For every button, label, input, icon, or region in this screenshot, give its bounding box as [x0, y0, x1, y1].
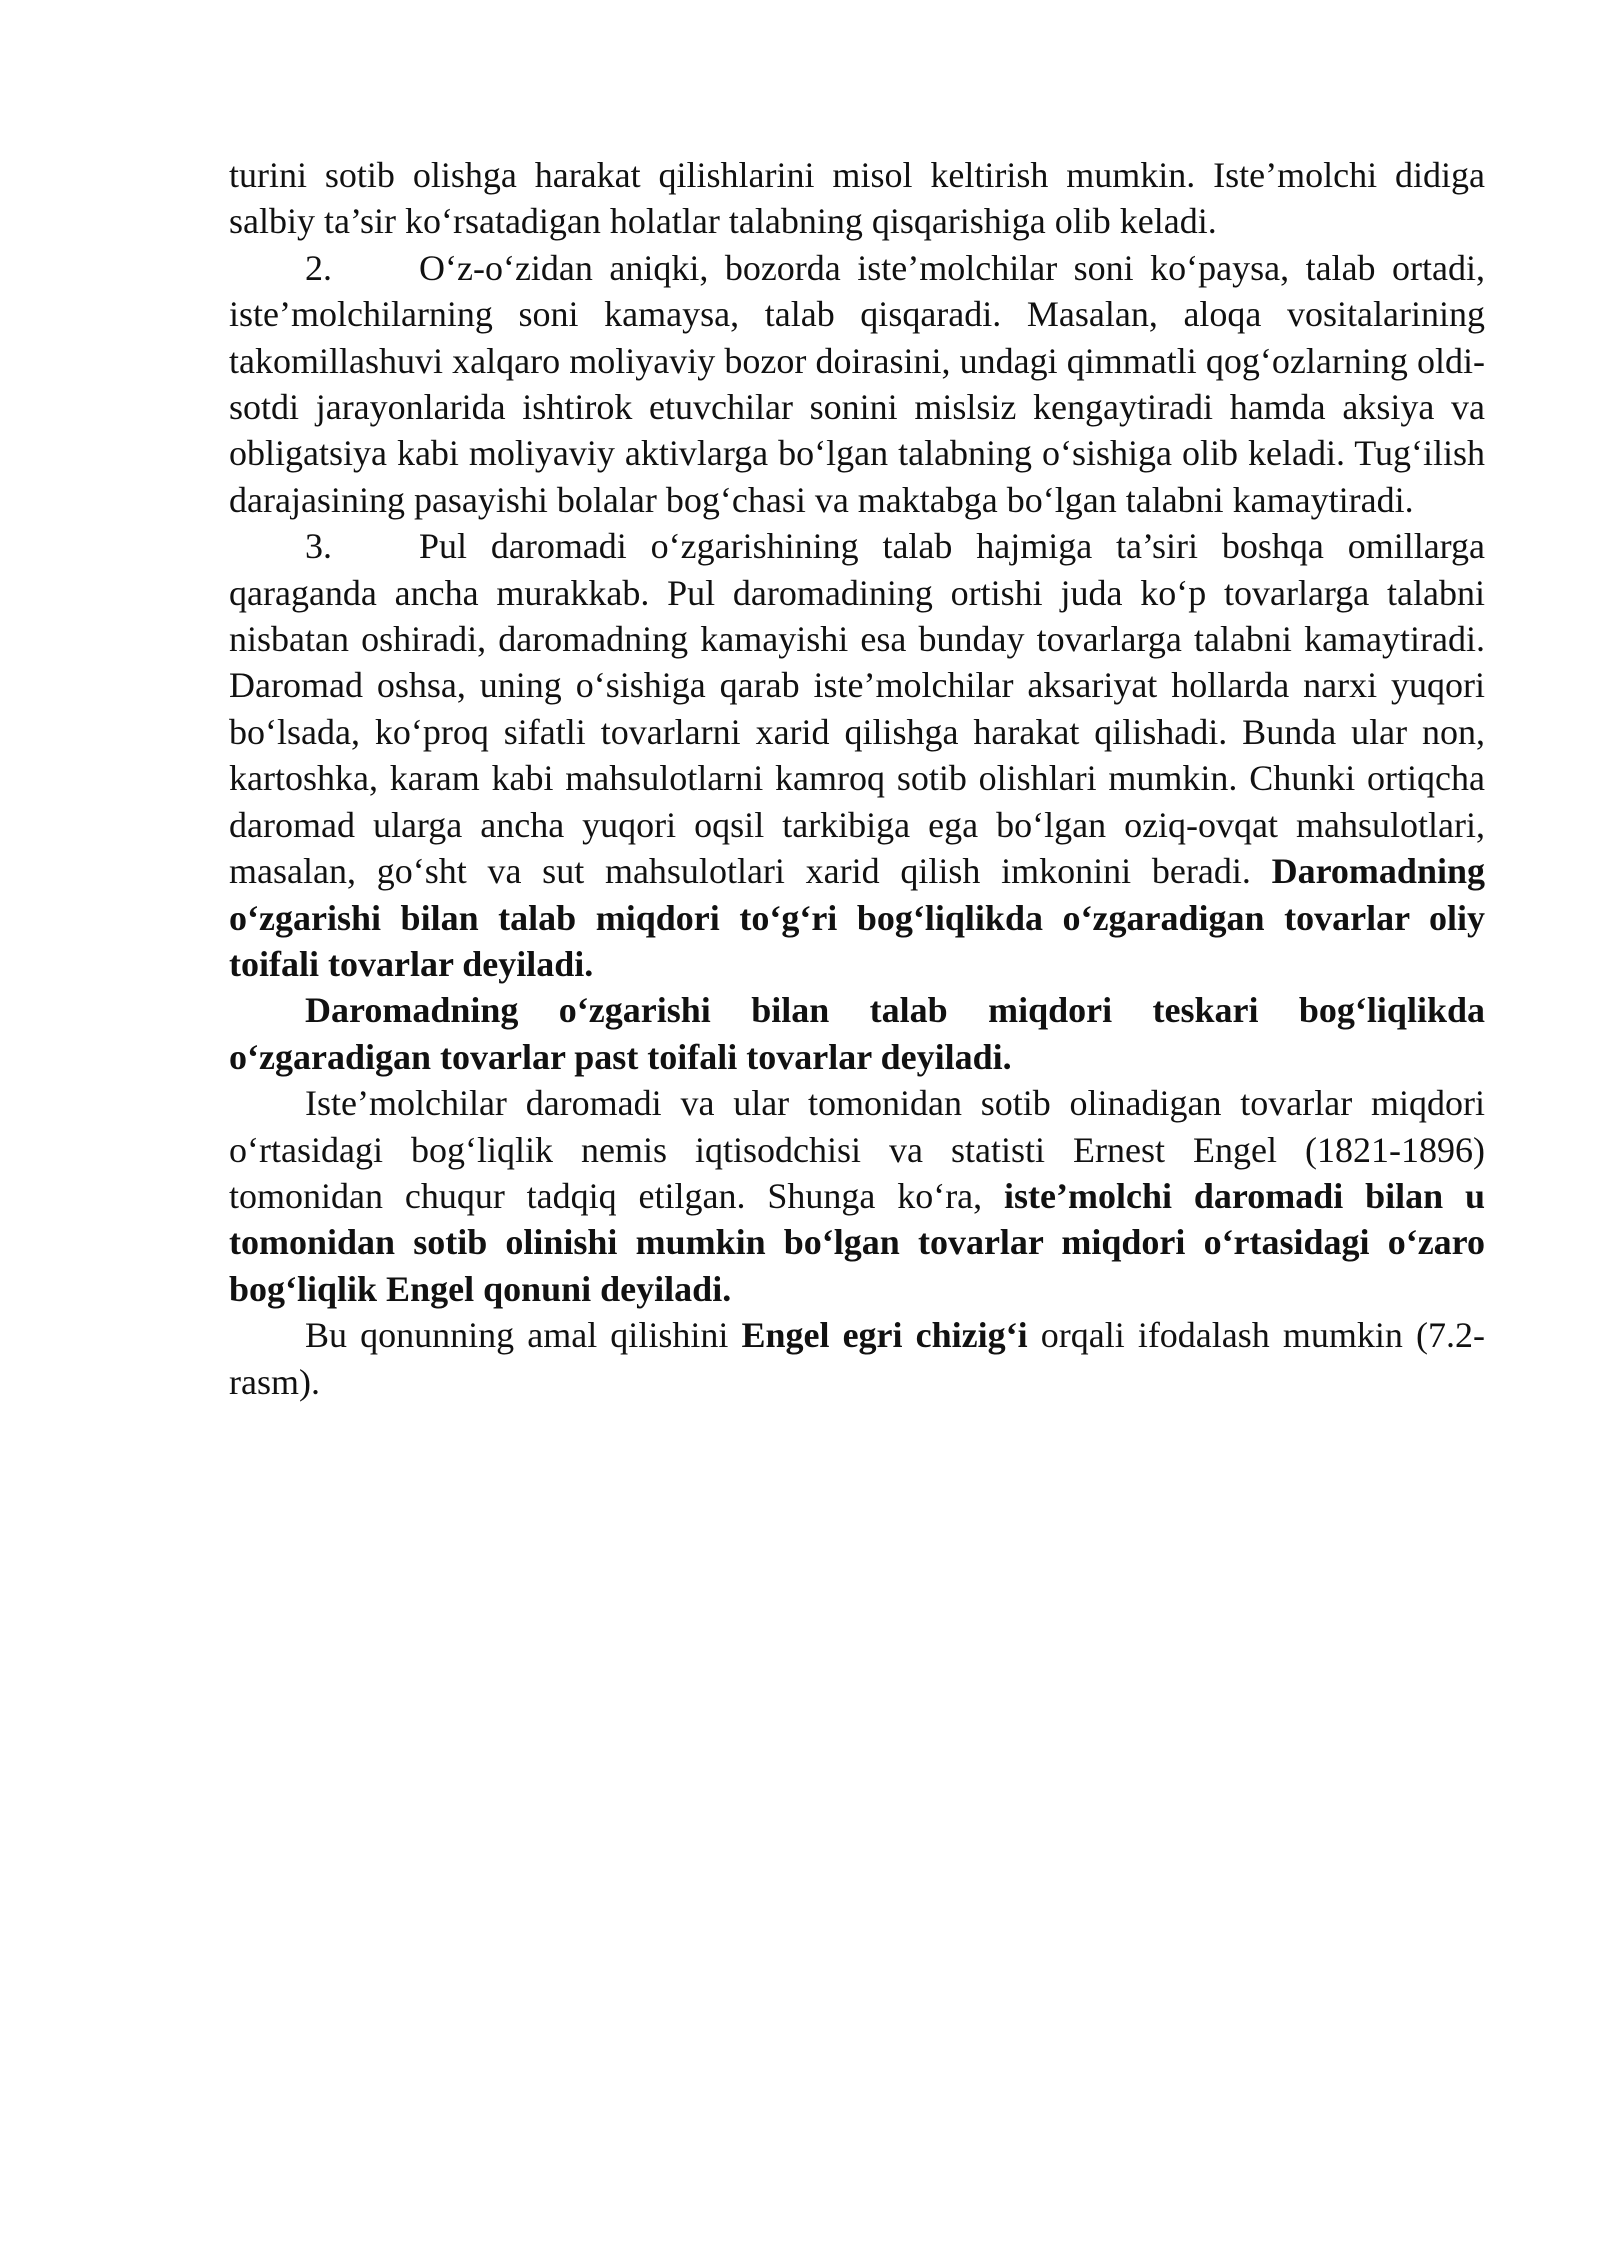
- list-number: 3.: [305, 526, 332, 567]
- text-run: orqali ifodalash mumkin (7.2-rasm).: [229, 1315, 1485, 1402]
- paragraph-definition-inferior-goods: [229, 987, 1485, 1080]
- text-run: Pul daromadi o‘zgarishining talab hajmiga ta’siri boshqa omillarga qaraganda ancha murakkab. Pul daromadining ortishi juda ko‘p tovarlarga talabni nisbatan oshiradi, daromadning kamayishi esa bunday tovarlarga talabni kamaytiradi. Daromad oshsa, uning o‘sishiga qarab iste’molchilar aksariyat hollarda narxi yuqori bo‘lsada, ko‘proq sifatli tovarlarni xarid qilishga harakat qilishadi. Bunda ular non, kartoshka, karam kabi mahsulotlarni kamroq sotib olishlari mumkin. Chunki ortiqcha daromad ularga ancha yuqori oqsil tarkibiga ega bo‘lgan oziq-ovqat mahsulotlari, masalan, go‘sht va sut mahsulotlari xarid qilish imkonini beradi.: [229, 526, 1485, 892]
- text-run: Iste’molchilar daromadi va ular tomonidan sotib olinadigan tovarlar miqdori o‘rtasidagi bog‘liqlik nemis iqtisodchisi va statisti Ernest Engel (1821-1896) tomonidan chuqur tadqiq etilgan. Shunga ko‘ra,: [229, 1083, 1485, 1216]
- bold-definition: Daromadning o‘zgarishi bilan talab miqdori teskari bog‘liqlikda o‘zgaradigan tovarlar past toifali tovarlar deyiladi.: [229, 990, 1485, 1077]
- text-run: O‘z-o‘zidan aniqki, bozorda iste’molchilar soni ko‘paysa, talab ortadi, iste’molchilarning soni kamaysa, talab qisqaradi. Masalan, aloqa vositalarining takomillashuvi xalqaro moliyaviy bozor doirasini, undagi qimmatli qog‘ozlarning oldi-sotdi jarayonlarida ishtirok etuvchilar sonini mislsiz kengaytiradi hamda aksiya va obligatsiya kabi moliyaviy aktivlarga bo‘lgan talabning o‘sishiga olib keladi. Tug‘ilish darajasining pasayishi bolalar bog‘chasi va maktabga bo‘lgan talabni kamaytiradi.: [229, 247, 1485, 520]
- paragraph-continuation: [229, 152, 1485, 245]
- paragraph-engel-law: [229, 1080, 1485, 1312]
- bold-definition: Daromadning o‘zgarishi bilan talab miqdori to‘g‘ri bog‘liqlikda o‘zgaradigan tovarlar oliy toifali tovarlar deyiladi.: [229, 851, 1485, 984]
- paragraph-engel-curve: [229, 1312, 1485, 1405]
- bold-definition: iste’molchi daromadi bilan u tomonidan sotib olinishi mumkin bo‘lgan tovarlar miqdori o‘rtasidagi o‘zaro bog‘liqlik Engel qonuni deyiladi.: [229, 1175, 1486, 1309]
- text-run: Bu qonunning amal qilishini: [305, 1315, 742, 1356]
- paragraph-item-2: [229, 245, 1485, 523]
- paragraph-item-3: [229, 523, 1485, 987]
- bold-term: Engel egri chizig‘i: [741, 1315, 1028, 1356]
- list-number: 2.: [305, 247, 332, 288]
- text-run: turini sotib olishga harakat qilishlarini misol keltirish mumkin. Iste’molchi didiga salbiy ta’sir ko‘rsatadigan holatlar talabning qisqarishiga olib keladi.: [229, 155, 1485, 242]
- body-text: [229, 152, 1485, 1405]
